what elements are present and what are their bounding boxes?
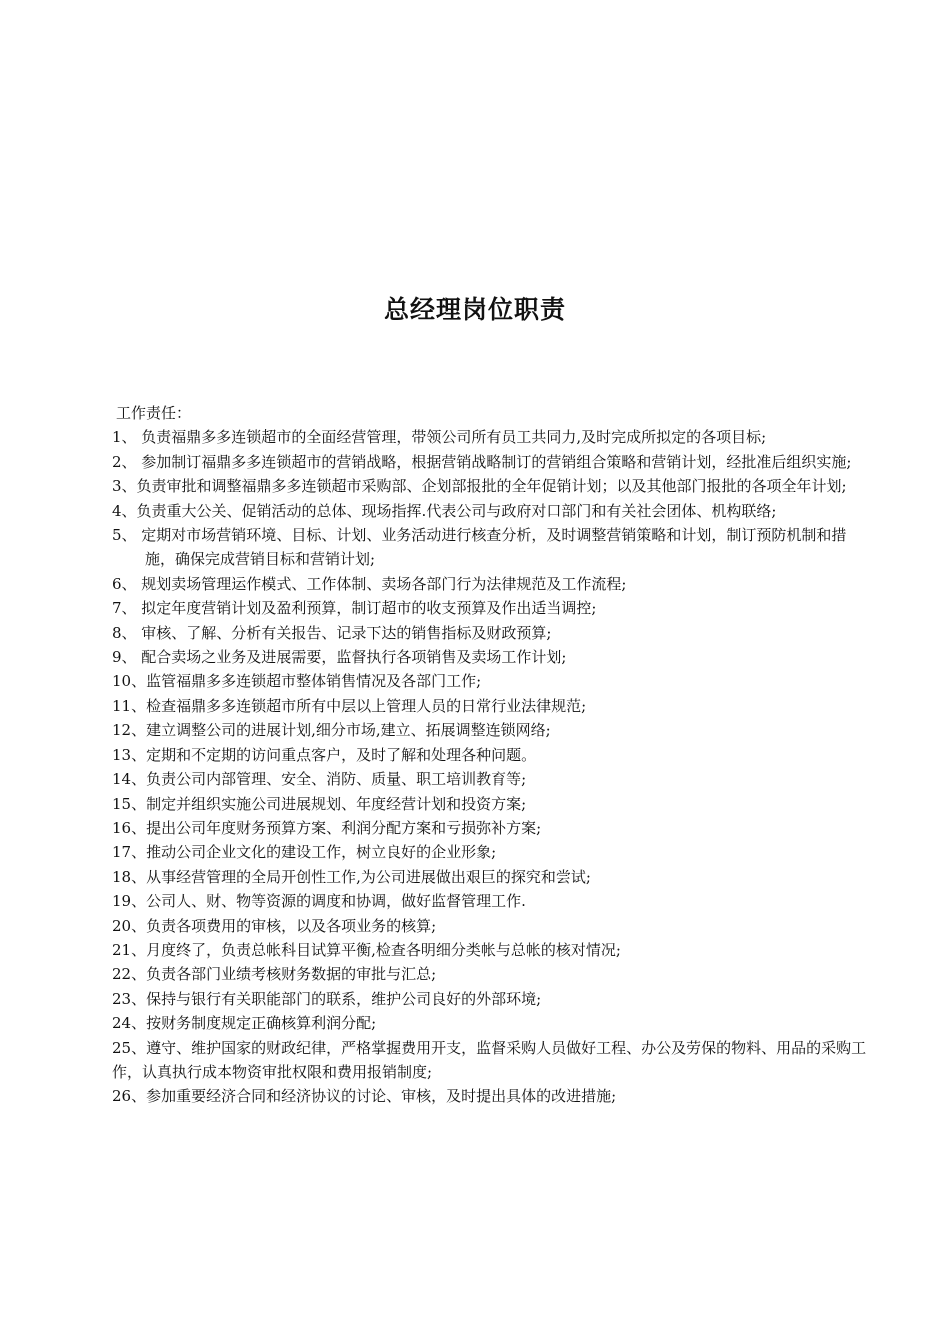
section-heading: 工作责任： xyxy=(116,404,192,422)
document-title: 总经理岗位职责 xyxy=(383,295,566,324)
list-item-7: 7、 拟定年度营销计划及盈利预算，制订超市的收支预算及作出适当调控; xyxy=(112,599,597,618)
list-item-2: 2、 参加制订福鼎多多连锁超市的营销战略，根据营销战略制订的营销组合策略和营销计划，经批准后组织实施; xyxy=(112,452,852,471)
document-body xyxy=(112,401,872,1109)
list-item-10: 10、监管福鼎多多连锁超市整体销售情况及各部门工作; xyxy=(112,672,482,691)
list-item-11: 11、检查福鼎多多连锁超市所有中层以上管理人员的日常行业法律规范; xyxy=(112,696,587,715)
list-item-8: 8、 审核、了解、分析有关报告、记录下达的销售指标及财政预算; xyxy=(112,623,552,642)
list-item-9: 9、 配合卖场之业务及进展需要，监督执行各项销售及卖场工作计划; xyxy=(112,648,567,667)
list-item-20: 20、负责各项费用的审核，以及各项业务的核算; xyxy=(112,916,437,935)
list-item-18: 18、从事经营管理的全局开创性工作,为公司进展做出艰巨的探究和尝试; xyxy=(112,867,591,886)
list-item-21: 21、月度终了，负责总帐科目试算平衡,检查各明细分类帐与总帐的核对情况; xyxy=(112,940,621,959)
list-item-13: 13、定期和不定期的访问重点客户，及时了解和处理各种问题。 xyxy=(112,745,537,764)
list-item-12: 12、建立调整公司的进展计划,细分市场,建立、拓展调整连锁网络; xyxy=(112,721,551,740)
list-item-14: 14、负责公司内部管理、安全、消防、质量、职工培训教育等; xyxy=(112,770,527,789)
list-item-26: 26、参加重要经济合同和经济协议的讨论、审核，及时提出具体的改进措施; xyxy=(112,1087,617,1106)
list-item-1: 1、 负责福鼎多多连锁超市的全面经营管理，带领公司所有员工共同力,及时完成所拟定的各项目标; xyxy=(112,428,767,447)
list-item-5: 5、 定期对市场营销环境、目标、计划、业务活动进行核查分析，及时调整营销策略和计划，制订预防机制和措施，确保完成营销目标和营销计划; xyxy=(112,526,847,569)
list-item-3: 3、负责审批和调整福鼎多多连锁超市采购部、企划部报批的全年促销计划；以及其他部门报批的各项全年计划; xyxy=(112,477,847,496)
list-item-17: 17、推动公司企业文化的建设工作，树立良好的企业形象; xyxy=(112,843,497,862)
list-item-23: 23、保持与银行有关职能部门的联系，维护公司良好的外部环境; xyxy=(112,989,542,1008)
list-item-15: 15、制定并组织实施公司进展规划、年度经营计划和投资方案; xyxy=(112,794,527,813)
list-item-16: 16、提出公司年度财务预算方案、利润分配方案和亏损弥补方案; xyxy=(112,818,542,837)
list-item-4: 4、负责重大公关、促销活动的总体、现场指挥.代表公司与政府对口部门和有关社会团体、机构联络; xyxy=(112,501,777,520)
list-item-24: 24、按财务制度规定正确核算利润分配; xyxy=(112,1014,377,1033)
list-item-6: 6、 规划卖场管理运作模式、工作体制、卖场各部门行为法律规范及工作流程; xyxy=(112,574,627,593)
list-item-25: 25、遵守、维护国家的财政纪律，严格掌握费用开支，监督采购人员做好工程、办公及劳保的物料、用品的采购工作，认真执行成本物资审批权限和费用报销制度; xyxy=(112,1038,867,1081)
list-item-22: 22、负责各部门业绩考核财务数据的审批与汇总; xyxy=(112,965,437,984)
list-item-19: 19、公司人、财、物等资源的调度和协调，做好监督管理工作. xyxy=(112,892,526,911)
